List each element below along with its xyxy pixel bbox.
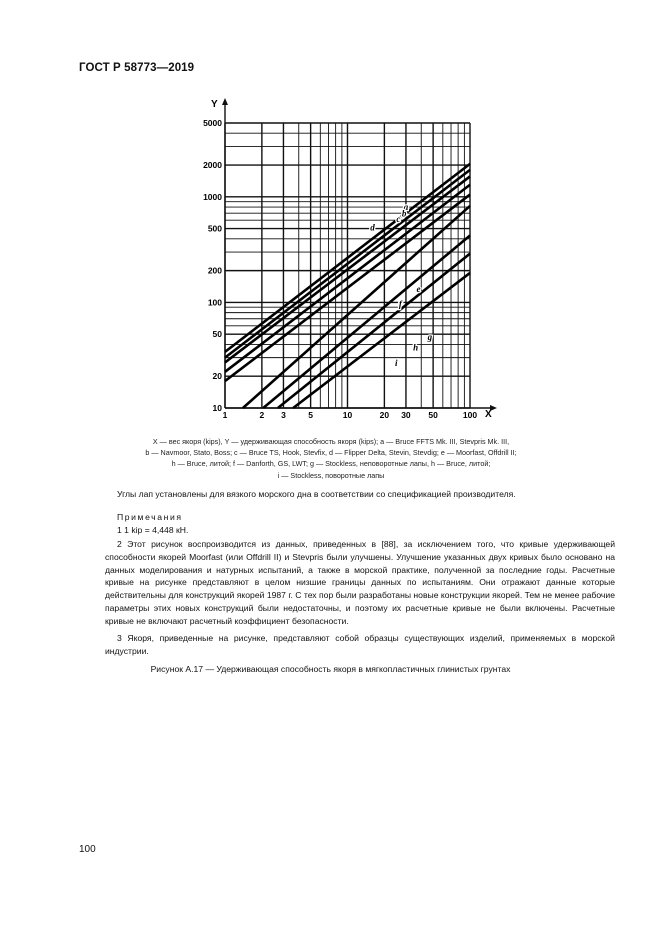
x-axis-label: X — [485, 409, 492, 420]
y-tick-label: 100 — [207, 297, 222, 308]
curve-label-h: h — [413, 342, 419, 353]
y-tick-label: 1000 — [203, 191, 222, 202]
intro-paragraph: Углы лап установлены для вязкого морского дна в соответствии со спецификацией производителя. — [117, 489, 516, 499]
curve-label-a: a — [403, 202, 409, 213]
x-tick-label: 1 — [222, 410, 228, 420]
curve-label-g: g — [427, 332, 433, 343]
y-tick-label: 50 — [212, 329, 222, 340]
legend-line-1: X — вес якоря (kips), Y — удерживающая способность якоря (kips); a — Bruce FFTS Mk. III, Stevpris Mk. III, — [152, 437, 510, 446]
y-axis-arrow — [222, 98, 228, 105]
y-tick-label: 2000 — [203, 160, 222, 171]
note-2: 2 Этот рисунок воспроизводится из данных, приведенных в [88], за исключением того, что кривые удерживающей способности якорей Moorfast (или Offdrill II) и Stevpris были улучшены. Улучшение указанных двух кривых было основано на данных моделирования и натурных испытаний, а также в морской практике, полученной за последние годы. Расчетные кривые на рисунке представляют в целом низшие границы данных по испытаниям. Они отражают данные которые действительны для конструкций якорей 1987 г. С тех пор были разработаны новые конструкции якорей. Тем не менее рабочие параметры этих новых конструкций были недостаточны, и поэтому их расчетные кривые не были включены. Расчетные кривые не включают расчетный коэффициент безопасности. — [105, 539, 615, 626]
x-tick-label: 2 — [259, 410, 265, 420]
y-tick-label: 200 — [207, 265, 222, 276]
curve-label-c: c — [396, 213, 401, 224]
note-3: 3 Якоря, приведенные на рисунке, представляют собой образцы существующих изделий, применяемых в морской индустрии. — [105, 633, 615, 656]
legend-line-2: b — Navmoor, Stato, Boss; c — Bruce TS, Hook, Stevfix, d — Flipper Delta, Stevin, Stevdig; e — Moorfast, Offdrill II; — [145, 448, 517, 458]
x-tick-label: 30 — [401, 410, 411, 420]
y-tick-label: 5000 — [203, 118, 222, 128]
x-tick-label: 20 — [379, 410, 390, 420]
anchor-capacity-chart — [195, 95, 505, 425]
chart-svg — [195, 95, 505, 425]
curve-label-f: f — [398, 299, 402, 310]
x-tick-label: 100 — [462, 410, 478, 420]
figure-caption: Рисунок А.17 — Удерживающая способность якоря в мягкопластичных глинистых грунтах — [150, 664, 511, 674]
document-header: ГОСТ Р 58773—2019 — [79, 62, 195, 74]
y-axis-label: Y — [211, 99, 218, 110]
x-tick-label: 50 — [428, 410, 438, 420]
series-line-g — [263, 236, 470, 408]
chart-legend — [92, 436, 570, 481]
note-1: 1 1 kip = 4,448 кН. — [117, 525, 189, 535]
curve-label-i: i — [394, 357, 398, 368]
y-tick-label: 10 — [212, 403, 222, 413]
notes-heading: Примечания — [117, 512, 183, 522]
curve-label-b: b — [401, 208, 407, 219]
page-number: 100 — [79, 844, 96, 855]
x-tick-label: 10 — [342, 410, 353, 420]
curve-label-d: d — [370, 222, 375, 233]
y-tick-label: 20 — [212, 371, 222, 382]
y-tick-label: 500 — [207, 223, 222, 234]
curve-label-e: e — [416, 284, 421, 295]
series-line-h — [278, 254, 470, 408]
legend-line-3: h — Bruce, литой; f — Danforth, GS, LWT; g — Stockless, неповоротные лапы, h — Bruce, литой; — [171, 459, 491, 469]
x-tick-label: 5 — [308, 410, 313, 420]
x-tick-label: 3 — [281, 410, 286, 420]
legend-line-4: i — Stockless, поворотные лапы — [277, 470, 385, 480]
